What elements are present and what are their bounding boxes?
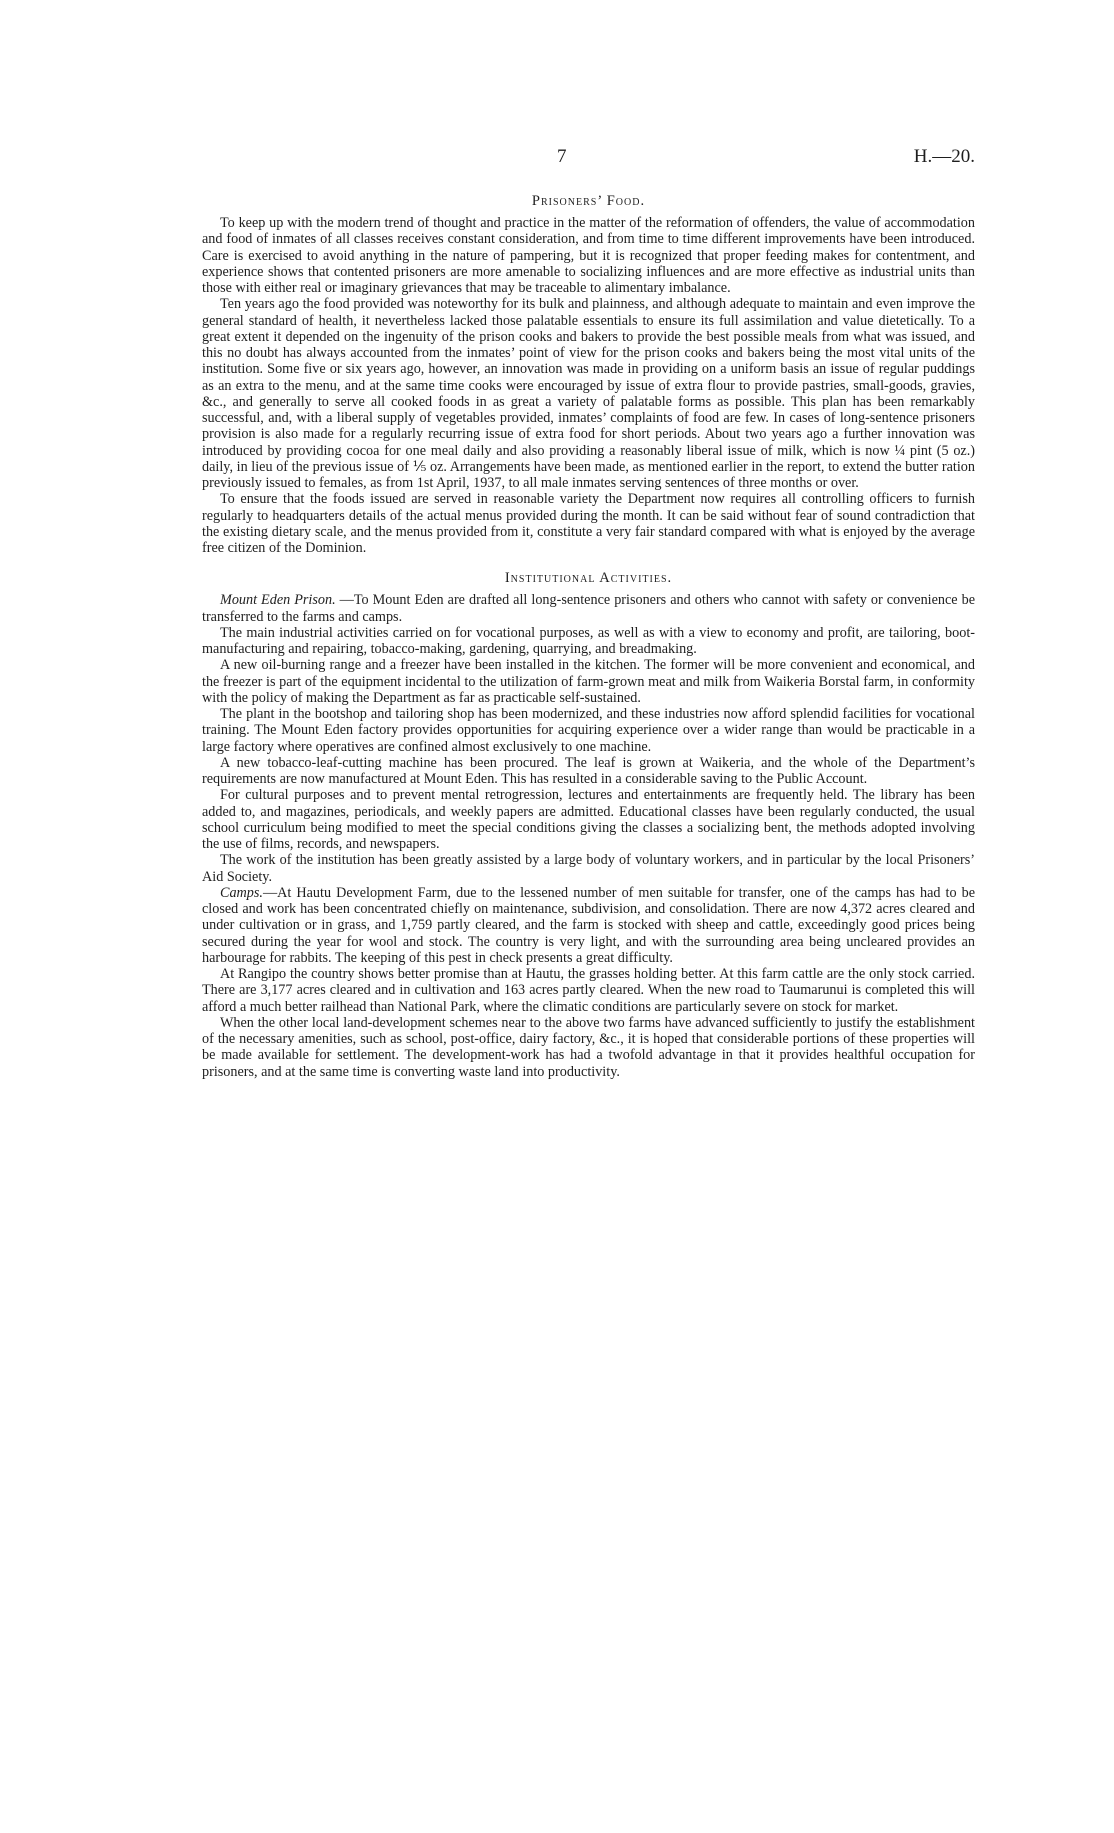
paragraph: To keep up with the modern trend of thought and practice in the matter of the reformation of offenders, the value of accommodation and food of inmates of all classes receives constant consideration, and from time to time different improvements have been introduced. Care is exercised to avoid anything in the nature of pampering, but it is recognized that proper feeding makes for contentment, and experience shows that contented prisoners are more amenable to socializing influences and are more effective as industrial units than those with either real or imaginary grievances that may be traceable to alimentary imbalance. bbox=[202, 215, 975, 296]
section-heading-institutional-activities: Institutional Activities. bbox=[504, 570, 673, 587]
paragraph: For cultural purposes and to prevent mental retrogression, lectures and entertainments are frequently held. The library has been added to, and magazines, periodicals, and weekly papers are admitted. Educational classes have been regularly conducted, the usual school curriculum being modified to meet the special conditions giving the classes a socializing bent, the methods adopted involving the use of films, records, and newspapers. bbox=[202, 787, 975, 852]
paragraph: The work of the institution has been greatly assisted by a large body of voluntary workers, and in particular by the local Prisoners’ Aid Society. bbox=[202, 852, 975, 885]
paragraph: The main industrial activities carried on for vocational purposes, as well as with a view to economy and profit, are tailoring, boot-manufacturing and repairing, tobacco-making, gardening, quarrying, and breadmaking. bbox=[202, 624, 975, 657]
page-header bbox=[202, 146, 975, 176]
page-number: 7 bbox=[557, 146, 567, 167]
paragraph: A new tobacco-leaf-cutting machine has been procured. The leaf is grown at Waikeria, and the whole of the Department’s requirements are now manufactured at Mount Eden. This has resulted in a considerable saving to the Public Account. bbox=[202, 754, 975, 787]
paragraph-camps bbox=[202, 885, 975, 966]
paragraph: At Rangipo the country shows better promise than at Hautu, the grasses holding better. At this farm cattle are the only stock carried. There are 3,177 acres cleared and in cultivation and 163 acres partly cleared. When the new road to Taumarunui is completed this will afford a much better railhead than National Park, where the climatic conditions are particularly severe on stock for market. bbox=[202, 966, 975, 1015]
body-text bbox=[202, 193, 975, 1080]
paragraph-text: —To Mount Eden are drafted all long-sentence prisoners and others who cannot with safety or convenience be transferred to the farms and camps. bbox=[202, 592, 975, 625]
paragraph: To ensure that the foods issued are served in reasonable variety the Department now requires all controlling officers to furnish regularly to headquarters details of the actual menus provided during the month. It can be said without fear of sound contradiction that the existing dietary scale, and the menus provided from it, constitute a very fair standard compared with what is enjoyed by the average free citizen of the Dominion. bbox=[202, 491, 975, 556]
paragraph-mount-eden bbox=[202, 592, 975, 625]
section-heading-prisoners-food: Prisoners’ Food. bbox=[531, 193, 646, 209]
paragraph: When the other local land-development schemes near to the above two farms have advanced sufficiently to justify the establishment of the necessary amenities, such as school, post-office, dairy factory, &c., it is hoped that considerable portions of these properties will be made available for settlement. The development-work has had a twofold advantage in that it provides healthful occupation for prisoners, and at the same time is converting waste land into productivity. bbox=[202, 1014, 975, 1080]
paragraph: The plant in the bootshop and tailoring shop has been modernized, and these industries now afford splendid facilities for vocational training. The Mount Eden factory provides opportunities for acquiring experience over a wider range than would be practicable in a large factory where operatives are confined almost exclusively to one machine. bbox=[202, 706, 975, 755]
paragraph: A new oil-burning range and a freezer have been installed in the kitchen. The former will be more convenient and economical, and the freezer is part of the equipment incidental to the utilization of farm-grown meat and milk from Waikeria Borstal farm, in conformity with the policy of making the Department as far as practicable self-sustained. bbox=[202, 657, 975, 706]
paragraph-text: —At Hautu Development Farm, due to the lessened number of men suitable for transfer, one of the camps has had to be closed and work has been concentrated chiefly on maintenance, subdivision, and consolidation. There are now 4,372 acres cleared and under cultivation or in grass, and 1,759 partly cleared, and the farm is stocked with sheep and cattle, exceedingly good prices being secured during the year for wool and stock. The country is very light, and with the surrounding area being uncleared provides an harbourage for rabbits. The keeping of this pest in check presents a great difficulty. bbox=[202, 884, 975, 966]
paragraph: Ten years ago the food provided was noteworthy for its bulk and plainness, and although adequate to maintain and even improve the general standard of health, it nevertheless lacked those palatable essentials to ensure its full assimilation and value dietetically. To a great extent it depended on the ingenuity of the prison cooks and bakers to provide the best possible meals from what was issued, and this no doubt has always accounted from the inmates’ point of view for the prison cooks and bakers being the most vital units of the institution. Some five or six years ago, however, an innovation was made in providing on a uniform basis an issue of regular puddings as an extra to the menu, and at the same time cooks were encouraged by issue of extra flour to provide pastries, small-goods, gravies, &c., and generally to serve all cooked foods in as great a variety of palatable forms as possible. This plan has been remarkably successful, and, with a liberal supply of vegetables provided, inmates’ complaints of food are few. In cases of long-sentence prisoners provision is also made for a regularly recurring issue of extra food for short periods. About two years ago a further innovation was introduced by providing cocoa for one meal daily and also providing a reasonably liberal issue of milk, which is now ¼ pint (5 oz.) daily, in lieu of the previous issue of ⅕ oz. Arrangements have been made, as mentioned earlier in the report, to extend the butter ration previously issued to females, as from 1st April, 1937, to all male inmates serving sentences of three months or over. bbox=[202, 296, 975, 491]
run-in-heading: Mount Eden Prison. bbox=[220, 592, 336, 609]
run-in-heading: Camps. bbox=[220, 884, 263, 901]
document-reference: H.—20. bbox=[913, 146, 975, 167]
